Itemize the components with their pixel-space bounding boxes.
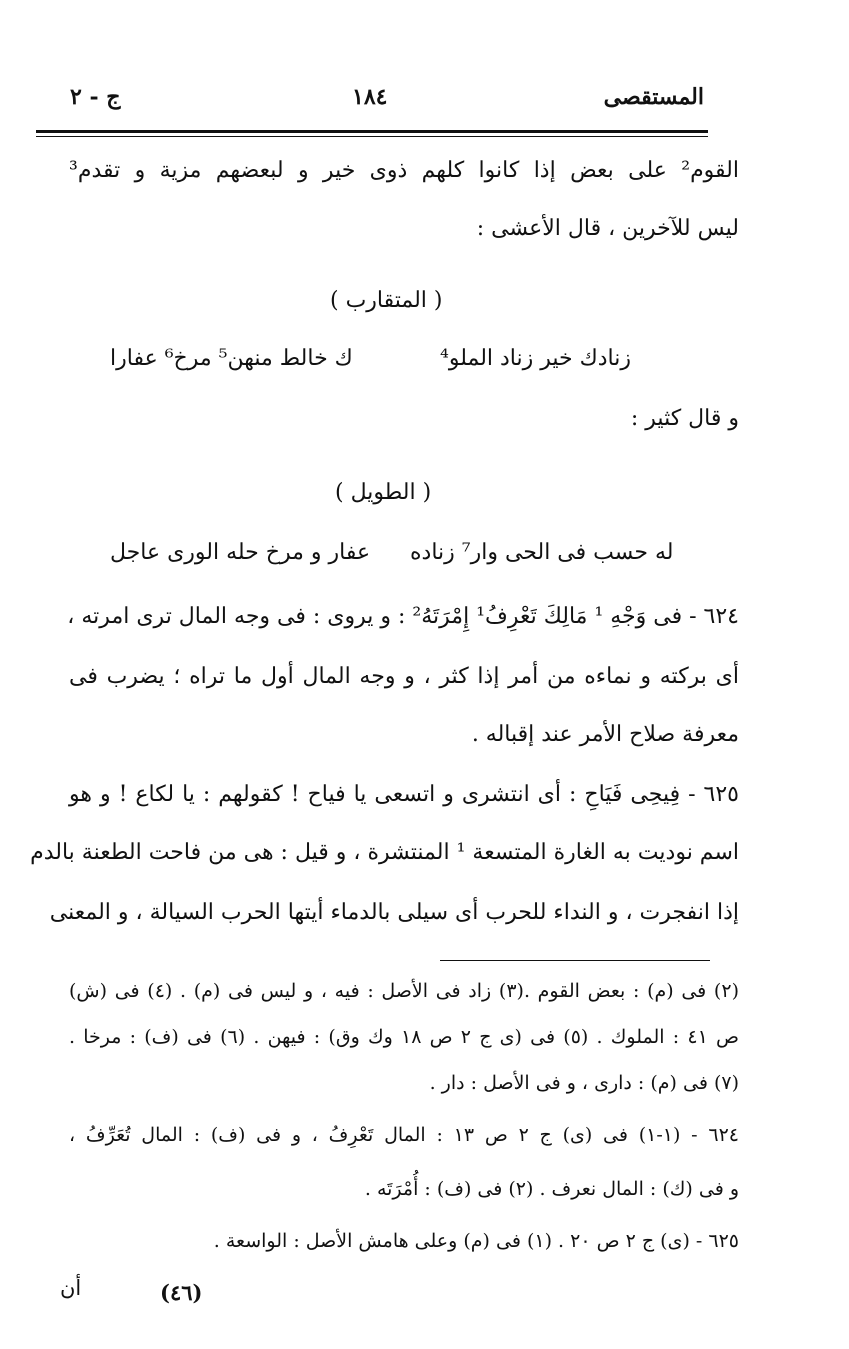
entry-625-line-3: إذا انفجرت ، و النداء للحرب أى سيلى بالدماء أيتها الحرب السيالة ، و المعنى xyxy=(49,900,739,925)
footnote-line-1: (٢) فى (م) : بعض القوم .(٣) زاد فى الأصل : فيه ، و ليس فى (م) . (٤) فى (ش) xyxy=(69,980,739,1002)
running-title: المستقصى xyxy=(603,84,704,110)
header-rule-thin xyxy=(36,136,708,137)
header-rule-thick xyxy=(36,130,708,133)
signature-mark: (٤٦) xyxy=(160,1280,203,1305)
verse-2-second-hemistich: عفار و مرخ حله الورى عاجل xyxy=(110,540,371,565)
entry-624-line-2: أى بركته و نماءه من أمر إذا كثر ، و وجه المال أول ما تراه ؛ يضرب فى xyxy=(69,664,739,689)
verse-1-first-hemistich: زنادك خير زناد الملو⁴ xyxy=(440,346,631,371)
page-header xyxy=(40,84,704,124)
entry-625-line-1: ٦٢٥ - فِيحِى فَيَاحِ : أى انتشرى و اتسعى يا فياح ! كقولهم : يا لكاع ! و هو xyxy=(69,782,739,807)
footnote-line-5: و فى (ك) : المال نعرف . (٢) فى (ف) : أُمْرَتَه . xyxy=(364,1178,739,1200)
page-number: ١٨٤ xyxy=(352,84,388,110)
meter-label-tawil: ( الطويل ) xyxy=(335,480,432,505)
meter-label-mutaqarib: ( المتقارب ) xyxy=(330,288,443,313)
footnote-line-6: ٦٢٥ - (ى) ج ٢ ص ٢٠ . (١) فى (م) وعلى هامش الأصل : الواسعة . xyxy=(213,1230,739,1252)
body-line-2: ليس للآخرين ، قال الأعشى : xyxy=(476,216,739,241)
verse-2-first-hemistich: له حسب فى الحى وار⁷ زناده xyxy=(410,540,674,565)
entry-625-line-2: اسم نوديت به الغارة المتسعة ¹ المنتشرة ، و قيل : هى من فاحت الطعنة بالدم xyxy=(30,840,739,865)
volume-label: ج - ٢ xyxy=(70,84,121,110)
catchword: أن xyxy=(60,1276,82,1300)
body-line-3: و قال كثير : xyxy=(630,406,739,431)
footnote-separator xyxy=(440,960,710,961)
entry-624-line-1: ٦٢٤ - فى وَجْهِ ¹ مَالِكَ تَعْرِفُ¹ إِمْرَتَهُ² : و يروى : فى وجه المال ترى امرته ، xyxy=(67,604,739,629)
footnote-line-4: ٦٢٤ - (١-١) فى (ى) ج ٢ ص ١٣ : المال تَعْرِفُ ، و فى (ف) : المال تُعَرِّفُ ، xyxy=(69,1124,739,1146)
footnote-line-3: (٧) فى (م) : دارى ، و فى الأصل : دار . xyxy=(429,1072,739,1094)
verse-1-second-hemistich: ك خالط منهن⁵ مرخ⁶ عفارا xyxy=(110,346,353,371)
entry-624-line-3: معرفة صلاح الأمر عند إقباله . xyxy=(471,722,739,747)
footnote-line-2: ص ٤١ : الملوك . (٥) فى (ى ج ٢ ص ١٨ وك وق) : فيهن . (٦) فى (ف) : مرخا . xyxy=(69,1026,739,1048)
body-line-1: القوم² على بعض إذا كانوا كلهم ذوى خير و لبعضهم مزية و تقدم³ xyxy=(69,158,739,183)
